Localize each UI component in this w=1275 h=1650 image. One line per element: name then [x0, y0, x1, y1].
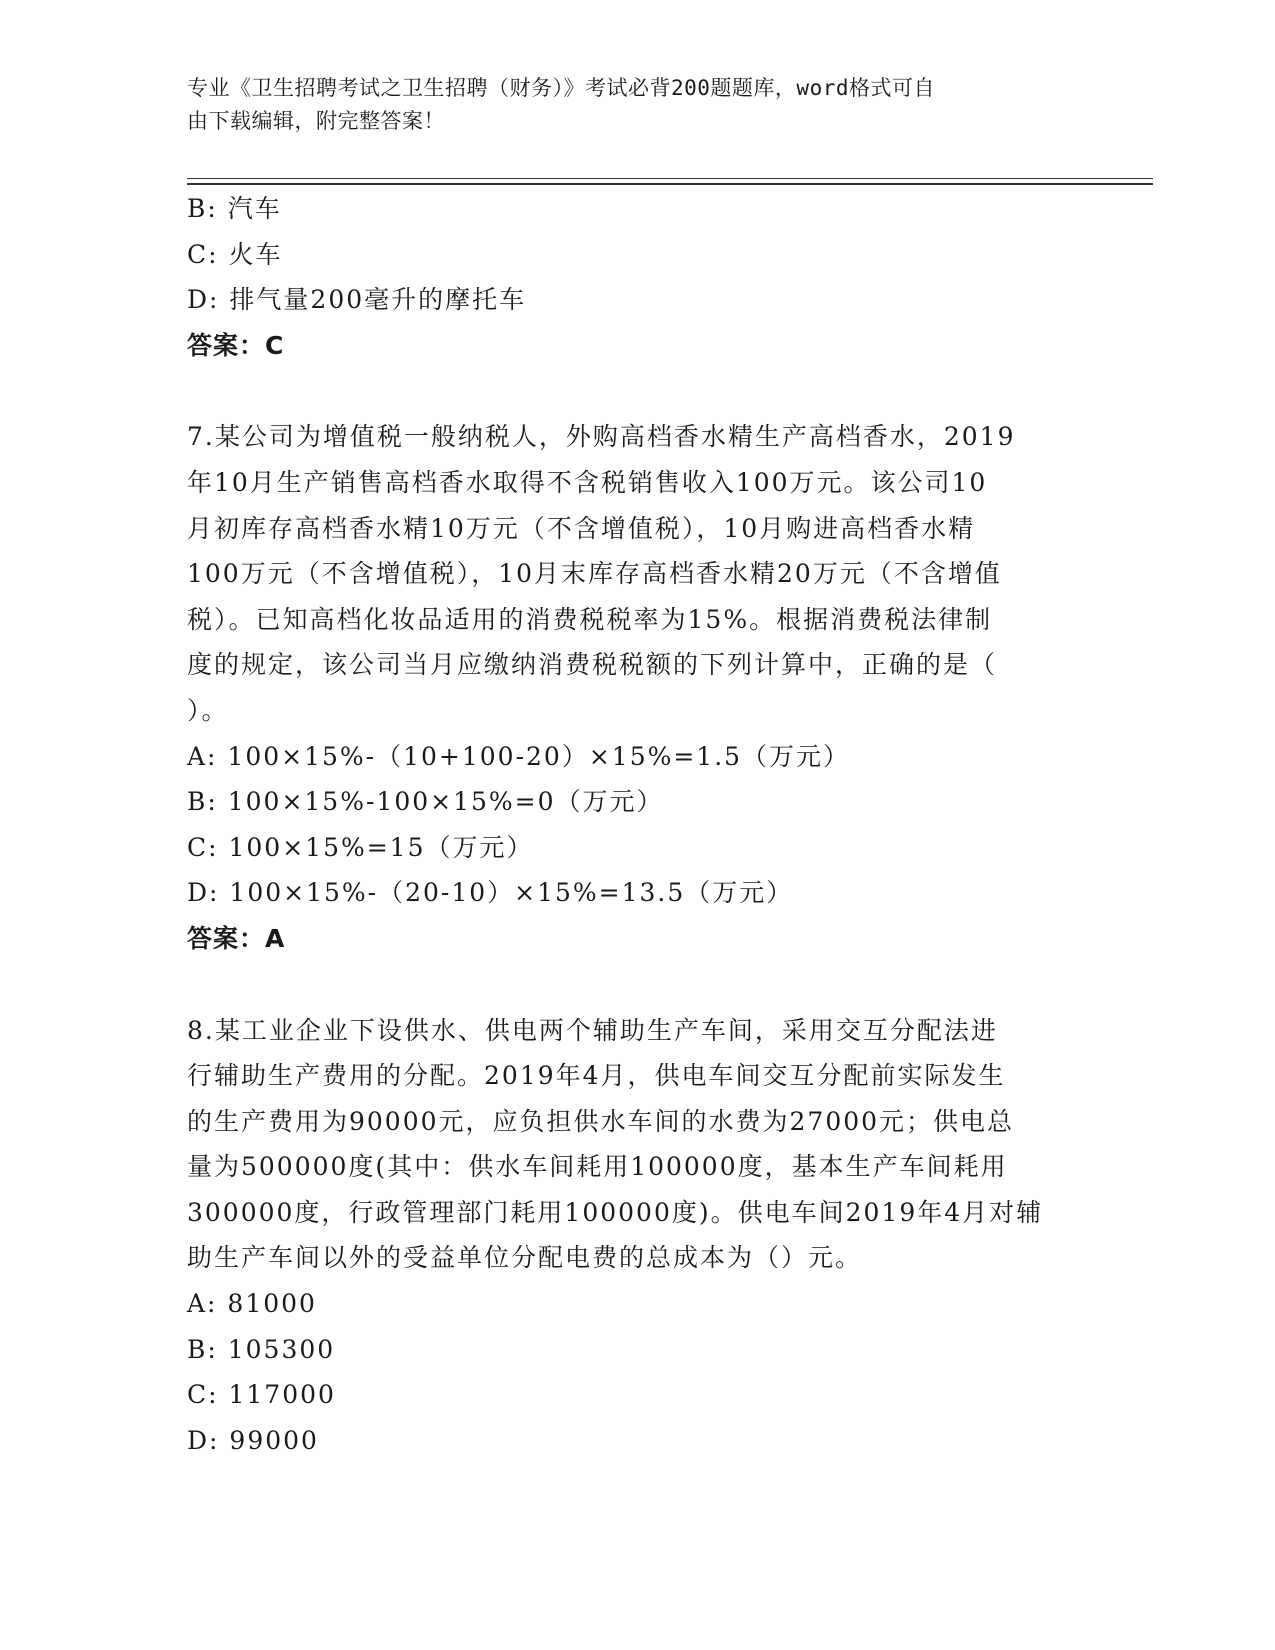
- header-line-2: 由下载编辑，附完整答案！: [187, 109, 445, 133]
- question-8: [187, 1008, 1082, 1464]
- q8-option-a: A: 81000: [187, 1289, 317, 1319]
- q8-option-d: D: 99000: [187, 1425, 319, 1455]
- header-rule-thick: [187, 183, 1153, 185]
- q7-text-line: 7.某公司为增值税一般纳税人，外购高档香水精生产高档香水，2019: [187, 422, 1016, 452]
- q8-text-line: 8.某工业企业下设供水、供电两个辅助生产车间，采用交互分配法进: [187, 1015, 998, 1045]
- q7-option-c: C: 100×15%=15（万元）: [187, 832, 534, 862]
- document-body: [187, 186, 1082, 1463]
- spacer: [187, 368, 1082, 414]
- q8-text-line: 助生产车间以外的受益单位分配电费的总成本为（）元。: [187, 1243, 863, 1273]
- q7-text-line: 税）。已知高档化妆品适用的消费税税率为15%。根据消费税法律制: [187, 604, 993, 634]
- q6-option-c: C: 火车: [187, 239, 283, 269]
- q7-text-line: 年10月生产销售高档香水取得不含税销售收入100万元。该公司10: [187, 467, 988, 497]
- q7-text-line: ）。: [187, 695, 229, 725]
- q7-option-b: B: 100×15%-100×15%=0（万元）: [187, 787, 664, 817]
- q8-text-line: 量为500000度(其中：供水车间耗用100000度，基本生产车间耗用: [187, 1152, 1008, 1182]
- q8-text-line: 行辅助生产费用的分配。2019年4月，供电车间交互分配前实际发生: [187, 1061, 1006, 1091]
- q8-option-c: C: 117000: [187, 1380, 336, 1410]
- q7-text-line: 月初库存高档香水精10万元（不含增值税），10月购进高档香水精: [187, 513, 976, 543]
- q6-option-b: B: 汽车: [187, 194, 282, 223]
- page-header: [187, 72, 1067, 138]
- q7-answer: 答案：A: [187, 923, 286, 953]
- header-rule-thin: [187, 178, 1153, 179]
- question-6: [187, 186, 1082, 368]
- q6-answer: 答案：C: [187, 330, 285, 360]
- q6-option-d: D: 排气量200毫升的摩托车: [187, 285, 527, 315]
- q7-option-d: D: 100×15%-（20-10）×15%=13.5（万元）: [187, 878, 794, 908]
- header-line-1: 专业《卫生招聘考试之卫生招聘（财务）》考试必背200题题库，word格式可自: [187, 76, 935, 100]
- q7-text-line: 100万元（不含增值税），10月末库存高档香水精20万元（不含增值: [187, 559, 1002, 589]
- question-7: [187, 414, 1082, 961]
- spacer: [187, 962, 1082, 1008]
- q7-option-a: A: 100×15%-（10+100-20）×15%=1.5（万元）: [187, 741, 851, 771]
- q8-text-line: 300000度，行政管理部门耗用100000度)。供电车间2019年4月对辅: [187, 1197, 1044, 1227]
- q8-option-b: B: 105300: [187, 1334, 336, 1364]
- q8-text-line: 的生产费用为90000元，应负担供水车间的水费为27000元；供电总: [187, 1106, 1015, 1136]
- q7-text-line: 度的规定，该公司当月应缴纳消费税税额的下列计算中，正确的是（: [187, 650, 998, 680]
